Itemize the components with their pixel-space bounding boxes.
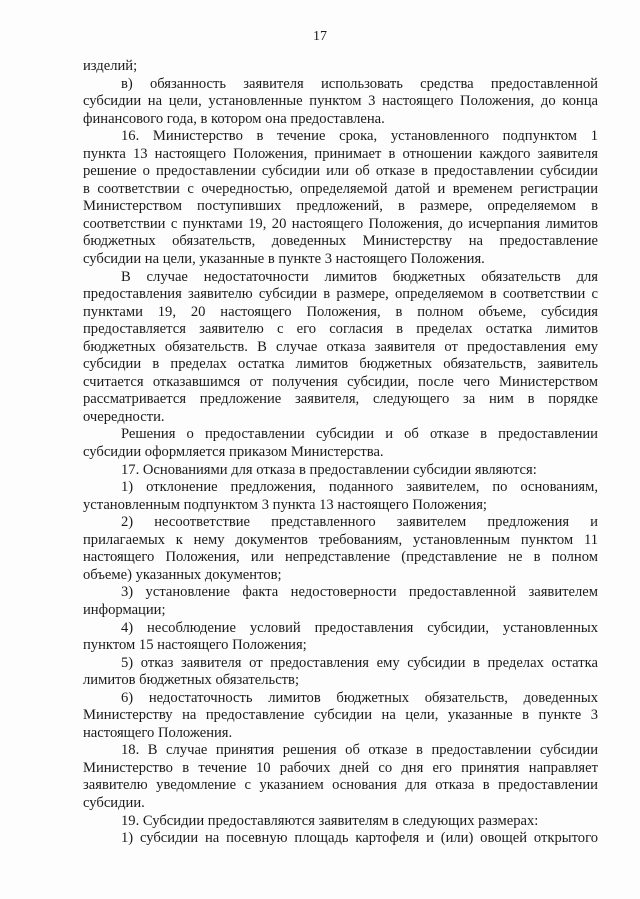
text-line: пунктами 19, 20 настоящего Положения, в полном объеме, субсидия <box>83 303 598 320</box>
text-line: субсидии оформляется приказом Министерства. <box>83 444 384 461</box>
text-line: 1) отклонение предложения, поданного заявителем, по основаниям, <box>121 479 598 496</box>
text-line: очередности. <box>83 408 165 425</box>
text-line: считается отказавшимся от получения субсидии, после чего Министерством <box>83 373 598 390</box>
text-line: 17. Основаниями для отказа в предоставлении субсидии являются: <box>121 461 537 478</box>
text-line: заявителю уведомление с указанием основания для отказа в предоставлении <box>83 777 598 794</box>
text-line: субсидии в пределах остатка лимитов бюджетных обязательств, заявитель <box>83 356 598 373</box>
document-body <box>83 58 598 848</box>
text-line: Решения о предоставлении субсидии и об отказе в предоставлении <box>121 426 598 443</box>
text-line: решение о предоставлении субсидии или об отказе в предоставлении субсидии <box>83 163 598 180</box>
text-line: 6) недостаточность лимитов бюджетных обязательств, доведенных <box>121 689 598 706</box>
text-line: 3) установление факта недостоверности предоставленной заявителем <box>121 584 598 601</box>
text-line: бюджетных обязательств, доведенных Министерству на предоставление <box>83 233 598 250</box>
page-number: 17 <box>313 29 327 44</box>
text-line: объеме) указанных документов; <box>83 566 282 583</box>
text-line: рассматривается предложение заявителя, следующего за ним в порядке <box>83 391 598 408</box>
text-line: 1) субсидии на посевную площадь картофеля и (или) овощей открытого <box>121 830 598 847</box>
text-line: субсидии. <box>83 794 145 811</box>
text-line: лимитов бюджетных обязательств; <box>83 672 300 689</box>
text-line: Министерству на предоставление субсидии на цели, указанные в пункте 3 <box>83 707 598 724</box>
text-line: 5) отказ заявителя от предоставления ему субсидии в пределах остатка <box>121 654 598 671</box>
text-line: Министерство в течение 10 рабочих дней со дня его принятия направляет <box>83 759 598 776</box>
text-line: субсидии на цели, указанные в пункте 3 настоящего Положения. <box>83 251 485 268</box>
text-line: пунктом 15 настоящего Положения; <box>83 637 307 654</box>
text-line: в соответствии с очередностью, определяемой датой и временем регистрации <box>83 180 598 197</box>
text-line: изделий; <box>83 58 138 74</box>
text-line: В случае недостаточности лимитов бюджетных обязательств для <box>121 268 598 285</box>
text-line: прилагаемых к нему документов требованиям, установленным пунктом 11 <box>83 531 598 548</box>
text-line: 16. Министерство в течение срока, установленного подпунктом 1 <box>121 128 598 145</box>
text-line: финансового года, в котором она предоставлена. <box>83 110 385 127</box>
text-line: установленным подпунктом 3 пункта 13 настоящего Положения; <box>83 496 487 513</box>
text-line: 18. В случае принятия решения об отказе в предоставлении субсидии <box>121 742 598 759</box>
text-line: настоящего Положения. <box>83 724 233 741</box>
text-line: 2) несоответствие представленного заявителем предложения и <box>121 514 598 531</box>
text-line: Министерством поступивших предложений, в размере, определяемом в <box>83 198 598 215</box>
text-line: бюджетных обязательств. В случае отказа заявителя от предоставления ему <box>83 338 598 355</box>
text-line: предоставляется заявителю с его согласия в пределах остатка лимитов <box>83 321 598 338</box>
text-line: предоставления заявителю субсидии в размере, определяемом в соответствии с <box>83 286 598 303</box>
text-line: в) обязанность заявителя использовать средства предоставленной <box>121 75 598 92</box>
text-line: пункта 13 настоящего Положения, принимает в отношении каждого заявителя <box>83 145 598 162</box>
text-line: субсидии на цели, установленные пунктом 3 настоящего Положения, до конца <box>83 93 598 110</box>
text-line: соответствии с пунктами 19, 20 настоящего Положения, до исчерпания лимитов <box>83 215 598 232</box>
text-line: 4) несоблюдение условий предоставления субсидии, установленных <box>121 619 598 636</box>
text-line: настоящего Положения, или непредставление (представление не в полном <box>83 549 598 566</box>
text-line: информации; <box>83 601 166 618</box>
text-line: 19. Субсидии предоставляются заявителям в следующих размерах: <box>121 812 539 829</box>
